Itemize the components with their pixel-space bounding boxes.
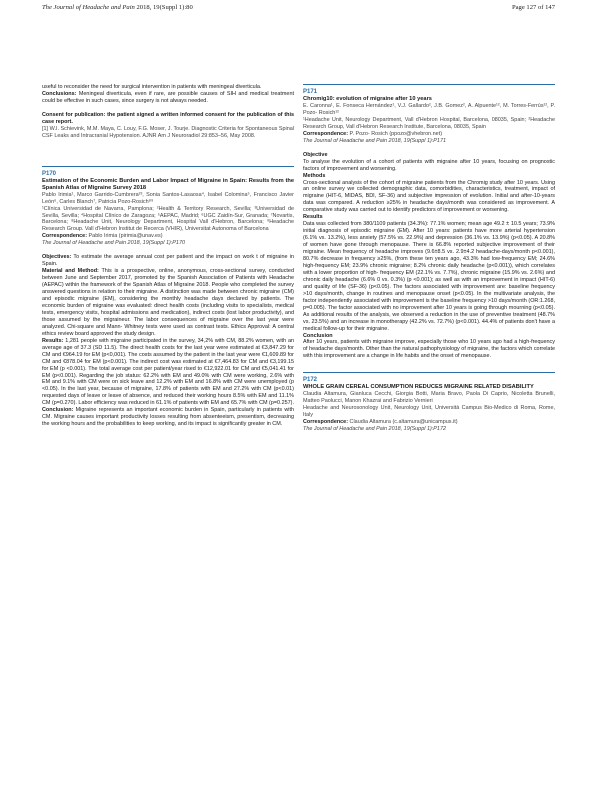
journal-name: The Journal of Headache and Pain <box>42 4 135 11</box>
section-label: Material and Method: <box>42 268 99 275</box>
section-text: Migraine represents an important economic burden in Spain, particularly in patients with CM. Migraine causes important productivity losses resulting from absenteeism, presentism, decreasing the working hours and the probabilities to keep working, and its impact is significantly greater in CM. <box>42 407 294 428</box>
paragraph: Cross-sectional analysis of the cohort of migraine patients from the Chromig study after 10 years. Using an online survey we collected demographic data, comorbidities, characteristics, treatment, impact of migraine (HIT-6, MIDAS, BDI, SF-36) and subjective impression of evolution. Initial and after-10-years data was compared. A reduction ≥25% in headache days/month was considered as improvement. A comparative study was carried out to identify predictors of improvement or worsening. <box>303 179 555 214</box>
section-label: Objectives: <box>42 254 72 261</box>
abstract-p172 <box>303 372 555 433</box>
divider <box>303 372 555 373</box>
section-label: Results: <box>42 337 64 344</box>
paragraph: useful to reconsider the need for surgical intervention in patients with meningeal diverticula. <box>42 84 262 90</box>
abstract-affiliations: Headache and Neurosonology Unit, Neurology Unit, Università Campus Bio-Medico di Roma, Rome, Italy <box>303 405 555 419</box>
section-text: Meningeal diverticula, even if rare, are possible causes of SIH and medical treatment could be effective in such cases, since surgery is not always needed. <box>42 90 294 104</box>
abstract-p170 <box>42 166 294 428</box>
abstract-title: WHOLE GRAIN CEREAL CONSUMPTION REDUCES MIGRAINE RELATED DISABILITY <box>303 384 534 391</box>
abstract-authors: Pablo Irimia¹, Marco Garrido-Cumbrera²³, Sonia Santos-Lasaosa⁴, Isabel Colomina⁵, Francisco Javier León⁶, Carles Blanch⁷, Patricia Pozo-Rosich⁸⁹ <box>42 191 294 205</box>
divider <box>303 84 555 85</box>
corr-label: Correspondence: <box>303 419 349 426</box>
right-column <box>303 84 555 433</box>
section-heading: Results <box>303 214 323 221</box>
abstract-correspondence <box>303 419 555 426</box>
abstract-title: Estimation of the Economic Burden and Labor Impact of Migraine in Spain: Results from the Spanish Atlas of Migraine Survey 2018 <box>42 177 294 191</box>
section-label: Conclusion: <box>42 407 74 414</box>
abstract-authors: E. Caronna¹, E. Fonseca Hernández¹, V.J. Gallardo², J.B. Gomez², A. Alpuente¹², M. Torres-Ferrús¹², P. Pozo- Rosich¹² <box>303 103 555 116</box>
abstract-id: P172 <box>303 377 318 384</box>
paragraph <box>42 254 294 268</box>
paragraph: After 10 years, patients with migraine improve, especially those who 10 years ago had a high-frequency of headache days/month. Other than the natural pathophysiology of migraine, the factors which correlate with this improvement are a change in life habits and the onset of menopause. <box>303 339 555 360</box>
corr-email[interactable]: Pablo Irimia (pirimia@unav.es) <box>87 233 163 240</box>
corr-label: Correspondence: <box>42 233 88 240</box>
section-text: 1,281 people with migraine participated in the survey, 34,2% with CM, 88.2% women, with an average age of 37.3 (SD 11.5). The direct health costs for the last year were estimated at €3,847.29 for CM and €964.19 for EM (p<0,001). The costs assumed by the patient in the last year were €1,609.89 for CM and €878.04 for EM (p<0.001). The indirect cost was estimated at €7,464.83 for CM and €3,199.15 for EM (p <0.001). The total average cost per patient/year rised to €12,922.01 for CM and €5,041.41 for EM (p<0.001). Regarding the job status: 62.2% with EM and 49.0% with CM were working, 2.6% with EM and 9.1% with CM were on sick leave and 12.2% with EM and 16.8% with CM were unemployed (p <0.05). In the last year, because of migraine, 17.8% of patients with EM and 27.2% with CM (p<0.01) requested days of leave or leave of absence, and reduced their working hours 8.5% with EM and 11.1% CM (p=0.270). Labor efficiency was reduced in 61.1% of patients with EM and 65.7% with CM (p=0.257). <box>42 337 294 407</box>
divider <box>42 166 294 167</box>
running-header-journal <box>42 4 193 11</box>
abstract-citation: The Journal of Headache and Pain 2018, 19(Suppl 1):P170 <box>42 240 185 247</box>
abstract-p171 <box>303 84 555 360</box>
section-heading: Objective <box>303 151 328 158</box>
abstract-affiliations: ¹Clínica Universidad de Navarra, Pamplona; ²Health & Territory Research, Sevilla; ³Universidad de Sevilla, Sevilla; ⁴Hospital Clínico de Zaragoza; ⁵AEPAC, Madrid; ⁶UGC Zaidín-Sur, Granada; ⁷Novartis, Barcelona; ⁸Headache Unit, Neurology Department, Hospital Vall d'Hebron, Barcelona; ⁹Headache Research Group. Vall d'Hebron Institut de Recerca (VHIR), Universitat Autonoma of Barcelona <box>42 205 294 233</box>
paragraph: To analyse the evolution of a cohort of patients with migraine after 10 years, focusing on prognostic factors of improvement and worsening. <box>303 158 555 172</box>
reference: [1] W.I. Schievink, M.M. Maya, C. Louy, F.G. Moser, J. Tourje. Diagnostic Criteria for Spontaneous Spinal CSF Leaks and Intracranial Hypotension. AJNR Am J Neuroradiol 29:853–56, May 2008. <box>42 125 294 139</box>
abstract-authors: Claudia Altamura, Gianluca Cecchi, Giorgia Botti, Maria Bravo, Paola Di Caprio, Nicoletta Brunelli, Matteo Paolucci, Manon Khazrai and Fabrizio Vernieri <box>303 391 555 405</box>
abstract-correspondence <box>42 233 294 240</box>
section-label: Conclusions: <box>42 90 77 97</box>
section-heading: Conclusion <box>303 332 333 339</box>
corr-email[interactable]: Claudia Altamura (c.altamura@unicampus.it) <box>348 419 458 426</box>
abstract-id: P171 <box>303 89 318 95</box>
corr-label: Correspondence: <box>303 130 349 137</box>
abstract-citation: The Journal of Headache and Pain 2018, 19(Suppl 1):P172 <box>303 426 446 433</box>
paragraph <box>42 338 294 408</box>
consent-statement: Consent for publication: the patient signed a written informed consent for the publication of this case report. <box>42 111 294 125</box>
page-number: Page 127 of 147 <box>511 4 555 11</box>
paragraph: Data was collected from 380/1109 patients (34.3%): 77.1% women; mean age 49.2 ± 10.5 years; 73.9% initial diagnosis of episodic migraine (EM). After 10 years: patients have more arterial hypertension (6.1% vs. 13.2%), less anxiety (57.5% vs. 22.9%) and depression (36.1% vs. 13.9%) (p<0.05). A 20.8% of women have gone through menopause. There is 66.8% reported subjective improvement of their migraine. Mean frequency of headache improves (9.6±8.5 vs. 2.9±4.2 headache-days/month p<0.001), 80.7% decrease in frequency ≥25%, (from these ten years ago, 43.3% had low-frequency EM; 24.6% high-frequency EM; 23.9% chronic migraine; 8.2% chronic daily headache (p<0.001)), which correlates with a lower proportion of high- frequency EM (22.1% vs. 7.7%), chronic migraine (15.9% vs. 2.6%) and chronic daily headache (6.6% 0 vs. 0.3%) (p <0.001); as well as with an improvement in impact (HIT-6) and quality of life (SF-36) (p<0.05). The factors associated with improvement are: baseline frequency >10 days/month, change in routines and menopause onset (p<0.05). In the multivariate analysis, the factor independently associated with improvement is the baseline frequency >10 days/month (OR:1.268, p=0.005). The factor associated with no improvement after 10 years is going through mourning (p<0.05). As additional results of the analysis, we observed a reduction in the use of preventive treatment (48.7% vs. 23.5%) and an increase in monotherapy (42.2% vs. 72.7%) (p<0.001). 44.4% of patients don't have a medical follow-up for their migraine. <box>303 221 555 332</box>
abstract-title: Chromig10: evolution of migraine after 10 years <box>303 96 432 102</box>
abstract-affiliations: ¹Headache Unit, Neurology Department, Vall d'Hebron Hospital, Barcelona, 08035, Spain; ²Headache Research Group, Vall d'Hebron Research Institute, Barcelona, 08035, Spain <box>303 116 555 130</box>
section-text: This is a prospective, online, anonymous, cross-sectional survey, conducted between June and September 2017, promoted by the Spanish Association of Patients with Headache (AEPAC) within the framework of the Spanish Atlas of Migraine 2018. People who completed the survey answered questions in relation to their migraine. A distinction was made between chronic migraine (CM) and episodic migraine (EM), considering the monthly headache days declared by patients. The economic burden of migraine was evaluated: direct health costs (including visits to specialists, medical tests, emergency visits, hospital admissions and medication), indirect costs (lost labor productivity), and those assumed by the migraineur. The labor consequences of migraine over the last year were analyzed. Chi-square and Mann- Whitney tests were used as contrast tests. Ethics Approval: A central ethics review board approved the study design. <box>42 268 294 337</box>
abstract-correspondence <box>303 131 555 138</box>
journal-citation: 2018, 19(Suppl 1):80 <box>134 4 193 11</box>
corr-email[interactable]: P. Pozo- Rosich (ppozo@vhebron.net) <box>348 130 443 137</box>
paragraph <box>42 91 294 105</box>
paragraph <box>42 407 294 428</box>
abstract-id: P170 <box>42 170 57 177</box>
section-text: To estimate the average annual cost per patient and the impact on work t of migraine in Spain. <box>42 254 294 268</box>
section-heading: Methods <box>303 172 326 179</box>
left-column <box>42 84 294 428</box>
paragraph <box>42 268 294 338</box>
abstract-citation: The Journal of Headache and Pain 2018, 19(Suppl 1):P171 <box>303 137 446 144</box>
